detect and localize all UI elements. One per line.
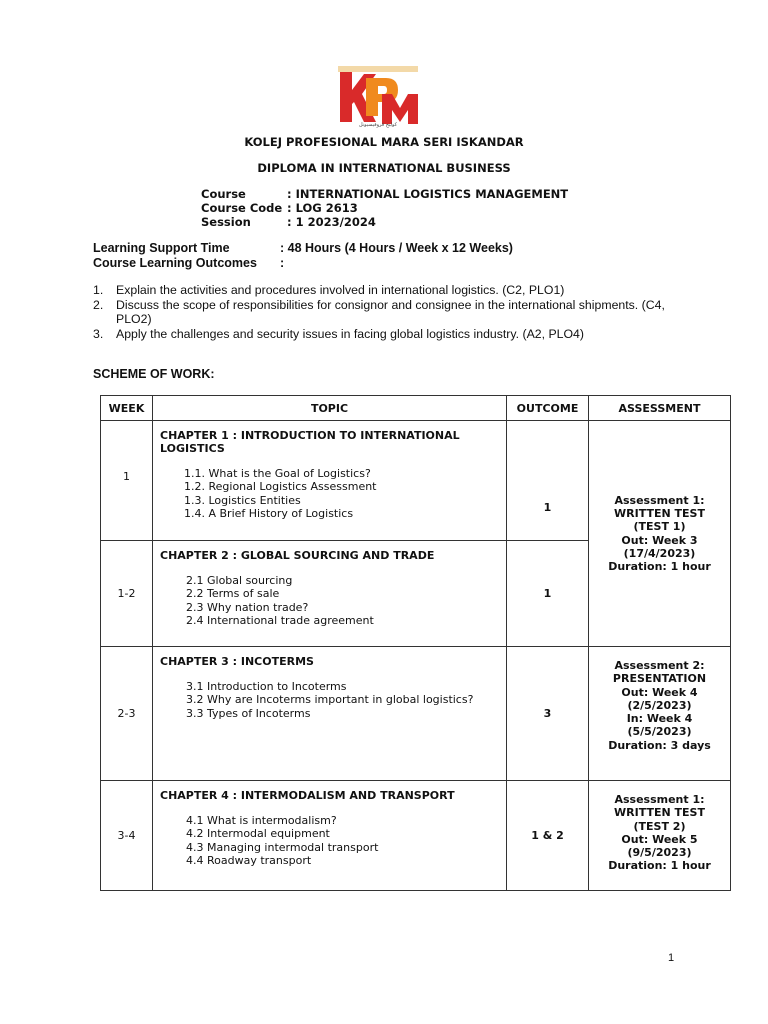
scheme-title: SCHEME OF WORK: <box>93 367 215 381</box>
outcome-cell: 1 <box>507 421 589 541</box>
page-number: 1 <box>668 952 675 964</box>
table-row <box>101 421 731 541</box>
week-cell: 3-4 <box>101 781 153 891</box>
subtopic: 2.1 Global sourcing <box>186 574 293 587</box>
program-name: DIPLOMA IN INTERNATIONAL BUSINESS <box>257 161 511 175</box>
subtopic: 2.2 Terms of sale <box>186 587 280 601</box>
outcome-item: 1. Explain the activities and procedures involved in international logistics. (C2, PLO1) <box>93 283 565 297</box>
week-cell: 2-3 <box>101 647 153 781</box>
topic-cell <box>153 421 507 541</box>
course-info <box>201 187 568 229</box>
topic-cell <box>153 781 507 891</box>
outcome-cell: 1 & 2 <box>507 781 589 891</box>
course-code-label: Course Code <box>201 201 283 215</box>
assessment-cell: Assessment 1: WRITTEN TEST (TEST 2) Out: Week 5 (9/5/2023) Duration: 1 hour <box>589 781 731 891</box>
subtopic: 1.1. What is the Goal of Logistics? <box>184 467 371 480</box>
outcomes-list <box>93 283 693 341</box>
outcome-cell: 1 <box>507 541 589 647</box>
chapter-title: CHAPTER 2 : GLOBAL SOURCING AND TRADE <box>160 549 435 562</box>
outcome-cell: 3 <box>507 647 589 781</box>
assessment-cell: Assessment 2: PRESENTATION Out: Week 4 (2/5/2023) In: Week 4 (5/5/2023) Duration: 3 days <box>589 647 731 781</box>
lst-value: : 48 Hours (4 Hours / Week x 12 Weeks) <box>280 241 513 255</box>
outcome-item: 2. Discuss the scope of responsibilities for consignor and consignee in the international shipments. (C4, PLO2) <box>93 297 665 326</box>
header-outcome: OUTCOME <box>507 396 589 421</box>
topic-cell <box>153 647 507 781</box>
learning-info <box>93 241 513 271</box>
subtopic-list <box>160 680 500 720</box>
assessment-cell: Assessment 1: WRITTEN TEST (TEST 1) Out: Week 3 (17/4/2023) Duration: 1 hour <box>589 421 731 647</box>
clo-label: Course Learning Outcomes <box>93 256 257 270</box>
lst-label: Learning Support Time <box>93 241 230 255</box>
table-row <box>101 781 731 891</box>
institution-name: KOLEJ PROFESIONAL MARA SERI ISKANDAR <box>244 135 524 149</box>
header-topic: TOPIC <box>153 396 507 421</box>
scheme-table <box>100 395 731 891</box>
topic-cell <box>153 541 507 647</box>
week-cell: 1 <box>101 421 153 541</box>
table-row <box>101 647 731 781</box>
subtopic: 2.3 Why nation trade? <box>186 600 309 614</box>
subtopic-list <box>160 814 500 867</box>
subtopic: 3.1 Introduction to Incoterms <box>186 680 347 693</box>
subtopic: 4.4 Roadway transport <box>186 853 312 867</box>
logo-jawi-text: ﻛﻮﻟﻴﺞ ﭬﺮﻭﻓﻴﺴﻴﻮﻧﻞ <box>358 122 397 128</box>
subtopic: 3.3 Types of Incoterms <box>186 706 311 720</box>
subtopic-list <box>160 574 500 627</box>
session-value: : 1 2023/2024 <box>287 215 376 229</box>
subtopic-list <box>160 467 500 520</box>
subtopic: 1.3. Logistics Entities <box>184 493 301 507</box>
subtopic: 1.2. Regional Logistics Assessment <box>184 480 377 494</box>
subtopic: 3.2 Why are Incoterms important in global logistics? <box>186 693 474 707</box>
subtopic: 4.2 Intermodal equipment <box>186 827 330 841</box>
outcome-item: 3. Apply the challenges and security issues in facing global logistics industry. (A2, PLO4) <box>93 326 584 341</box>
clo-value: : <box>280 256 285 270</box>
header-week: WEEK <box>101 396 153 421</box>
table-header-row <box>101 396 731 421</box>
week-cell: 1-2 <box>101 541 153 647</box>
session-label: Session <box>201 215 251 229</box>
subtopic: 2.4 International trade agreement <box>186 613 374 627</box>
course-code-value: : LOG 2613 <box>287 201 358 215</box>
chapter-title: CHAPTER 4 : INTERMODALISM AND TRANSPORT <box>160 789 455 802</box>
subtopic: 4.1 What is intermodalism? <box>186 814 337 827</box>
chapter-title: CHAPTER 3 : INCOTERMS <box>160 655 314 668</box>
subtopic: 4.3 Managing intermodal transport <box>186 840 379 854</box>
subtopic: 1.4. A Brief History of Logistics <box>184 506 354 520</box>
course-value: : INTERNATIONAL LOGISTICS MANAGEMENT <box>287 187 569 201</box>
chapter-title: CHAPTER 1 : INTRODUCTION TO INTERNATIONAL LOGISTICS <box>160 429 460 455</box>
course-label: Course <box>201 187 246 201</box>
header-assessment: ASSESSMENT <box>589 396 731 421</box>
